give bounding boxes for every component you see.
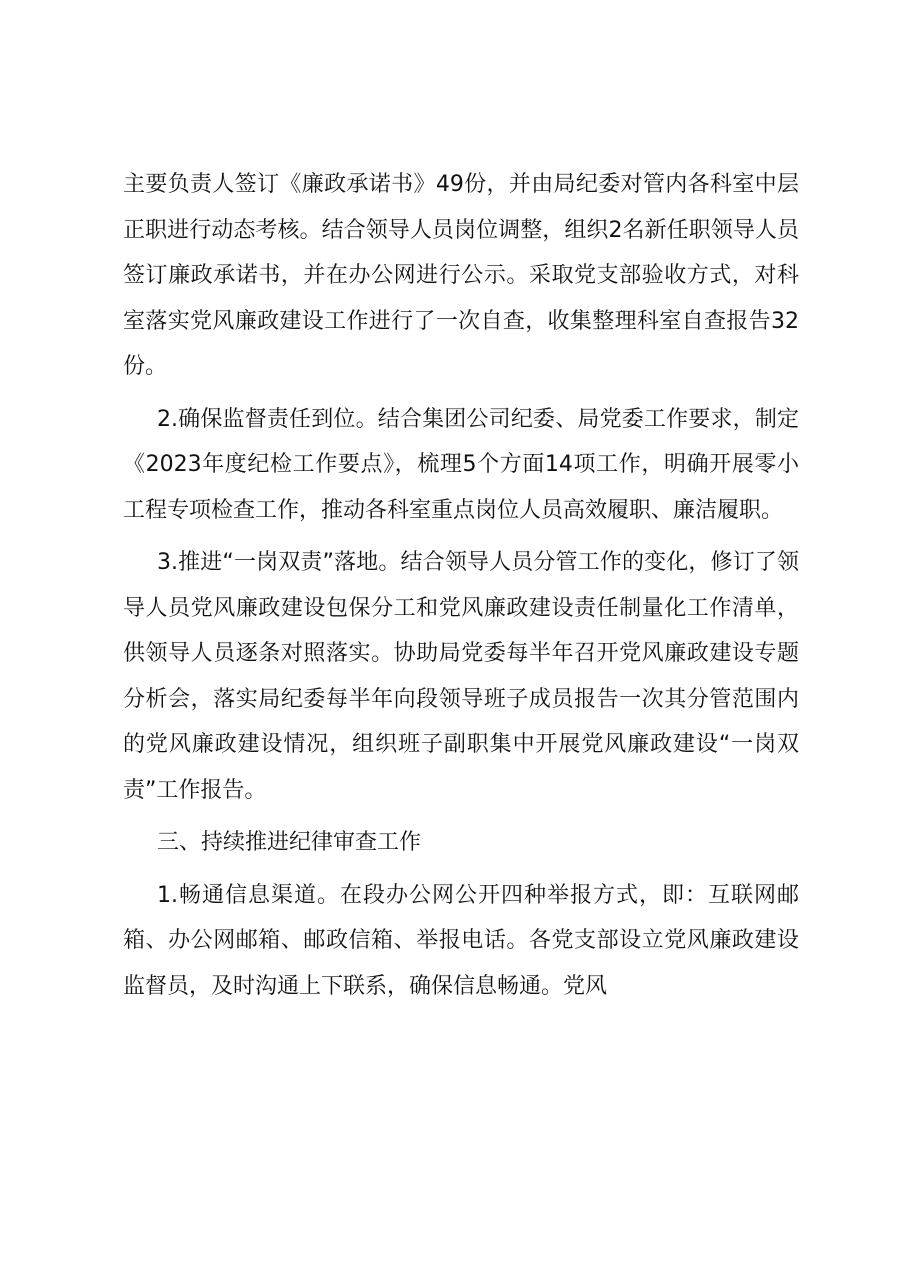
paragraph-information-channels: 1.畅通信息渠道。在段办公网公开四种举报方式，即：互联网邮箱、办公网邮箱、邮政信箱、举报电话。各党支部设立党风廉政建设监督员，及时沟通上下联系，确保信息畅通。党风 bbox=[123, 882, 799, 999]
paragraph-supervision-responsibility: 2.确保监督责任到位。结合集团公司纪委、局党委工作要求，制定《2023年度纪检工作要点》，梳理5个方面14项工作，明确开展零小工程专项检查工作，推动各科室重点岗位人员高效履职、廉洁履职。 bbox=[123, 406, 799, 523]
paragraph-one-post-two-duties: 3.推进“一岗双责”落地。结合领导人员分管工作的变化，修订了领导人员党风廉政建设包保分工和党风廉政建设责任制量化工作清单，供领导人员逐条对照落实。协助局党委每半年召开党风廉政建设专题分析会，落实局纪委每半年向段领导班子成员报告一次其分管范围内的党风廉政建设情况，组织班子副职集中开展党风廉政建设“一岗双责”工作报告。 bbox=[123, 550, 799, 803]
paragraph-continuation: 主要负责人签订《廉政承诺书》49份，并由局纪委对管内各科室中层正职进行动态考核。结合领导人员岗位调整，组织2名新任职领导人员签订廉政承诺书，并在办公网进行公示。采取党支部验收方式，对科室落实党风廉政建设工作进行了一次自查，收集整理科室自查报告32份。 bbox=[123, 172, 799, 379]
section-heading-discipline-review: 三、持续推进纪律审查工作 bbox=[157, 830, 422, 855]
document-body bbox=[123, 162, 799, 1009]
